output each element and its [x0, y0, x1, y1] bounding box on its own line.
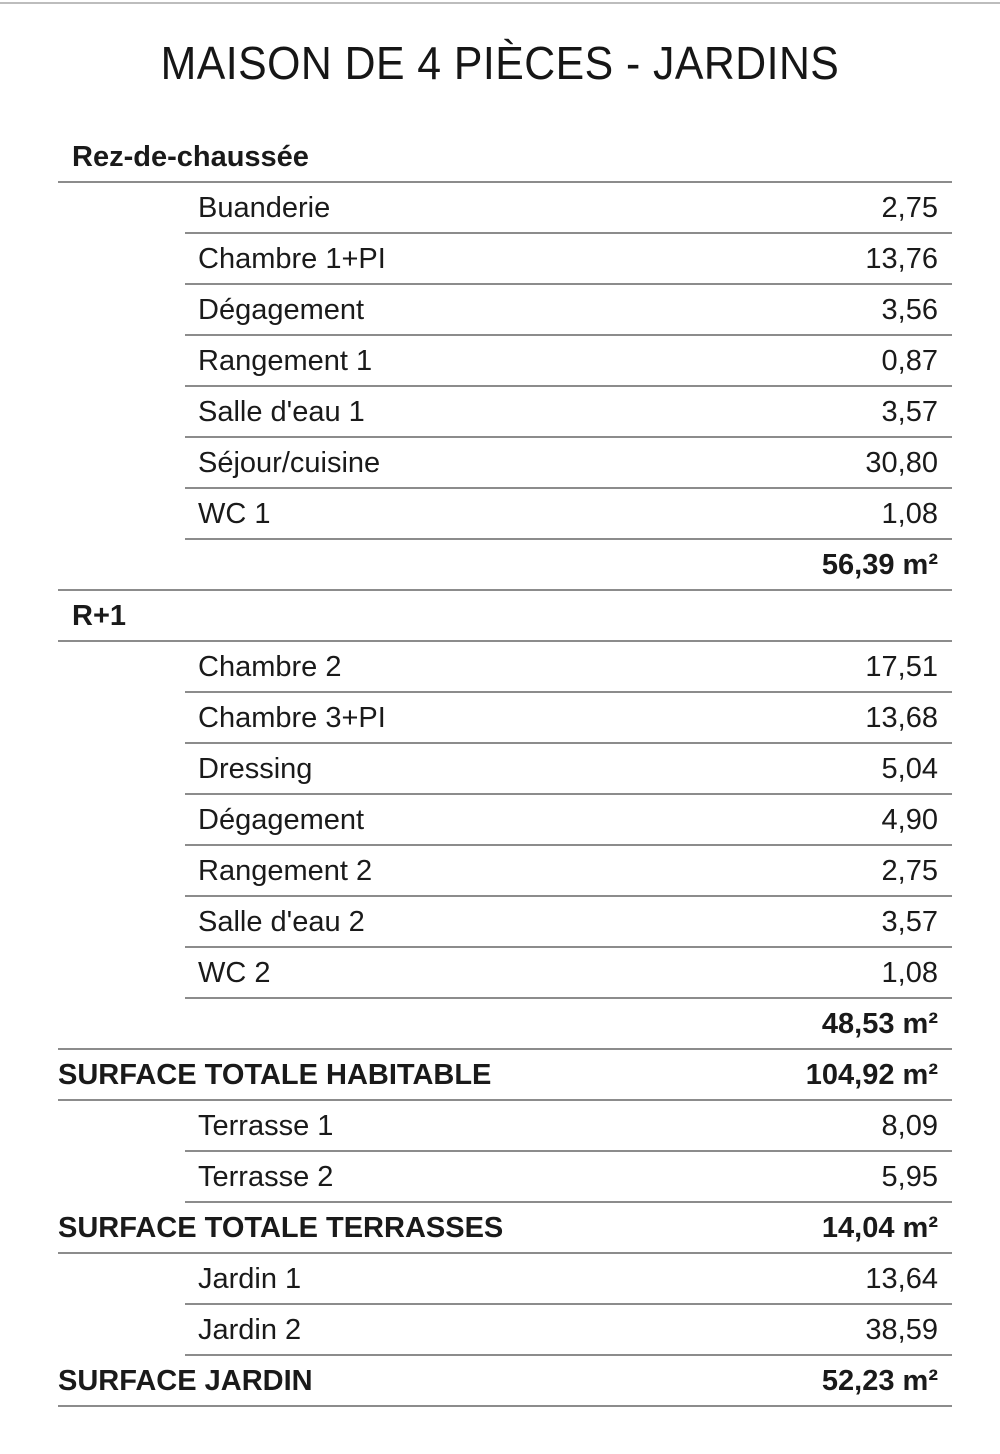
item-label: Dégagement — [198, 804, 365, 836]
item-value: 3,56 — [881, 294, 938, 326]
item-label: Terrasse 1 — [198, 1110, 334, 1142]
item-value: 1,08 — [881, 957, 938, 989]
surface-table — [0, 132, 1000, 1407]
row-divider — [58, 1405, 952, 1407]
total-row — [0, 1050, 1000, 1101]
table-row — [0, 948, 1000, 999]
item-label: WC 2 — [198, 957, 271, 989]
total-value: 52,23 m² — [821, 1365, 938, 1397]
table-row — [0, 336, 1000, 387]
table-row — [0, 1101, 1000, 1152]
table-row — [0, 489, 1000, 540]
table-row — [0, 744, 1000, 795]
table-row — [0, 1152, 1000, 1203]
total-label: SURFACE TOTALE TERRASSES — [58, 1212, 504, 1244]
section-row — [0, 132, 1000, 183]
table-row — [0, 1254, 1000, 1305]
item-value: 3,57 — [881, 906, 938, 938]
item-label: Dégagement — [198, 294, 365, 326]
item-value: 8,09 — [881, 1110, 938, 1142]
page-title: MAISON DE 4 PIÈCES - JARDINS — [160, 37, 840, 89]
item-label: Jardin 2 — [198, 1314, 302, 1346]
item-value: 13,68 — [865, 702, 938, 734]
subtotal-row — [0, 540, 1000, 591]
item-label: Rangement 2 — [198, 855, 373, 887]
item-value: 2,75 — [881, 192, 938, 224]
item-label: Chambre 1+PI — [198, 243, 386, 275]
table-row — [0, 183, 1000, 234]
table-row — [0, 642, 1000, 693]
total-value: 104,92 m² — [805, 1059, 938, 1091]
table-row — [0, 438, 1000, 489]
item-label: Rangement 1 — [198, 345, 373, 377]
table-row — [0, 234, 1000, 285]
subtotal-value: 48,53 m² — [821, 1008, 938, 1040]
table-row — [0, 285, 1000, 336]
section-label: Rez-de-chaussée — [72, 141, 309, 173]
item-value: 3,57 — [881, 396, 938, 428]
item-value: 38,59 — [865, 1314, 938, 1346]
item-value: 13,64 — [865, 1263, 938, 1295]
item-label: Chambre 3+PI — [198, 702, 386, 734]
item-label: Chambre 2 — [198, 651, 342, 683]
subtotal-value: 56,39 m² — [821, 549, 938, 581]
item-value: 17,51 — [865, 651, 938, 683]
item-value: 1,08 — [881, 498, 938, 530]
top-border-line — [0, 2, 1000, 4]
item-value: 5,04 — [881, 753, 938, 785]
item-value: 5,95 — [881, 1161, 938, 1193]
table-row — [0, 387, 1000, 438]
total-label: SURFACE TOTALE HABITABLE — [58, 1059, 492, 1091]
item-value: 13,76 — [865, 243, 938, 275]
item-value: 30,80 — [865, 447, 938, 479]
section-row — [0, 591, 1000, 642]
section-label: R+1 — [72, 600, 127, 632]
table-row — [0, 795, 1000, 846]
total-row — [0, 1356, 1000, 1407]
table-row — [0, 693, 1000, 744]
item-label: Salle d'eau 1 — [198, 396, 365, 428]
item-value: 2,75 — [881, 855, 938, 887]
item-label: Jardin 1 — [198, 1263, 302, 1295]
item-label: WC 1 — [198, 498, 271, 530]
total-value: 14,04 m² — [821, 1212, 938, 1244]
item-value: 4,90 — [881, 804, 938, 836]
table-row — [0, 846, 1000, 897]
item-label: Buanderie — [198, 192, 331, 224]
table-row — [0, 897, 1000, 948]
item-label: Salle d'eau 2 — [198, 906, 365, 938]
total-row — [0, 1203, 1000, 1254]
item-value: 0,87 — [881, 345, 938, 377]
item-label: Séjour/cuisine — [198, 447, 381, 479]
item-label: Terrasse 2 — [198, 1161, 334, 1193]
item-label: Dressing — [198, 753, 313, 785]
subtotal-row — [0, 999, 1000, 1050]
total-label: SURFACE JARDIN — [58, 1365, 313, 1397]
table-row — [0, 1305, 1000, 1356]
